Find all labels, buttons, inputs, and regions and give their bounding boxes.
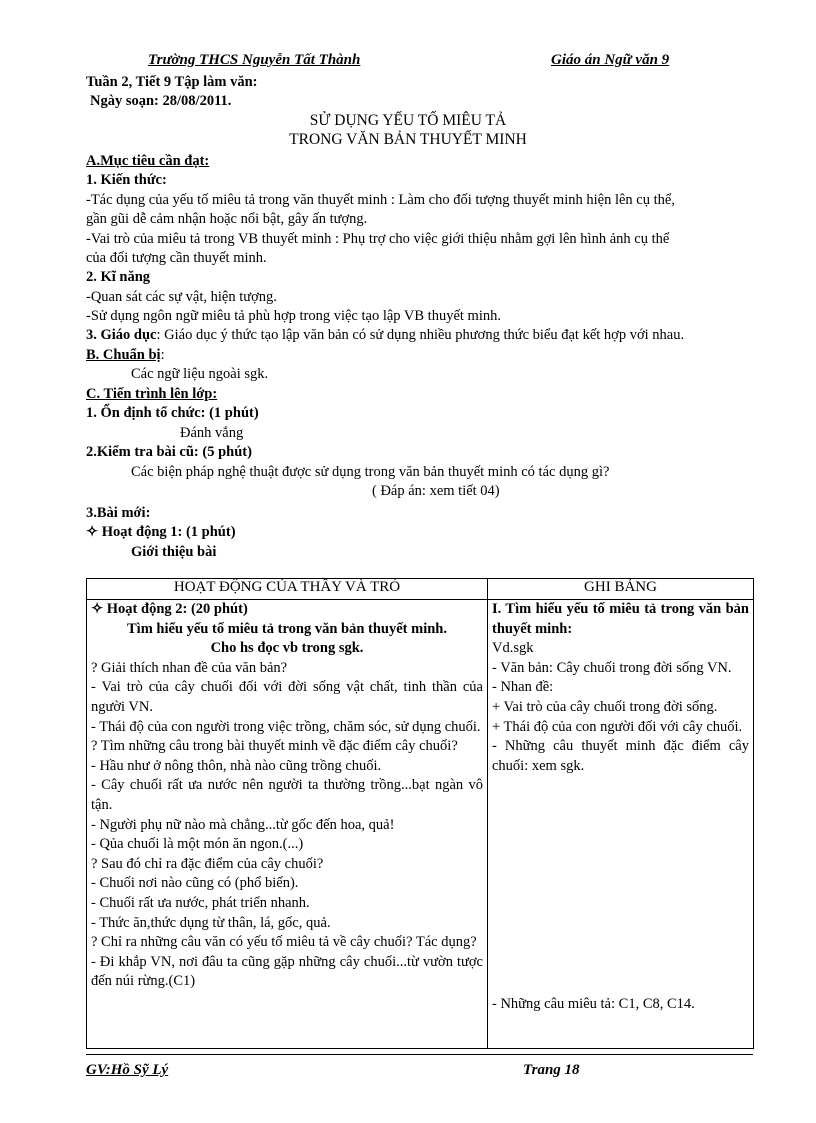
knowledge-line: -Vai trò của miêu tả trong VB thuyết minh : Phụ trợ cho việc giới thiệu nhằm gợi lên hình ảnh cụ thể: [86, 231, 670, 247]
diamond-icon: ✧: [86, 524, 99, 540]
footer-divider: [86, 1054, 753, 1055]
education-line: 3. Giáo dục: Giáo dục ý thức tạo lập văn bản có sử dụng nhiều phương thức biểu đạt kết hợp với nhau.: [86, 327, 685, 343]
step2-heading: 2.Kiểm tra bài cũ: (5 phút): [86, 444, 252, 460]
list-item: ? Sau đó chỉ ra đặc điểm của cây chuối?: [91, 855, 324, 872]
week-line: Tuần 2, Tiết 9 Tập làm văn:: [86, 74, 258, 90]
board-item: + Thái độ của con người đối với cây chuối.: [492, 718, 743, 735]
step1-heading: 1. Ổn định tổ chức: (1 phút): [86, 405, 259, 421]
step3-heading: 3.Bài mới:: [86, 505, 151, 521]
list-item: - Vai trò của cây chuối đối với đời sống vật chất, tinh thần của người VN.: [91, 679, 483, 715]
activity2-subtitle: Tìm hiểu yếu tố miêu tả trong văn bản thuyết minh.: [127, 620, 447, 637]
title-line-1: SỬ DỤNG YẾU TỐ MIÊU TẢ: [309, 112, 507, 129]
board-heading: I. Tìm hiểu yếu tố miêu tả trong văn bản thuyết minh:: [492, 601, 749, 637]
list-item: - Chuối nơi nào cũng có (phổ biến).: [91, 875, 299, 892]
board-item: - Những câu miêu tả: C1, C8, C14.: [492, 996, 695, 1012]
list-item: - Qủa chuối là một món ăn ngon.(...): [91, 836, 304, 853]
knowledge-line: gần gũi dễ cảm nhận hoặc nổi bật, gây ấn tượng.: [86, 211, 368, 227]
activity1-line: Giới thiệu bài: [131, 544, 217, 560]
skills-heading: 2. Kĩ năng: [86, 269, 151, 285]
skills-line: -Sử dụng ngôn ngữ miêu tả phù hợp trong việc tạo lập VB thuyết minh.: [86, 308, 501, 324]
activity-cell: [87, 600, 488, 1049]
knowledge-line: -Tác dụng của yếu tố miêu tả trong văn thuyết minh : Làm cho đối tượng thuyết minh hiện lên cụ thể,: [86, 192, 675, 208]
board-item: - Văn bản: Cây chuối trong đời sống VN.: [492, 659, 732, 676]
teacher-student-column-header: HOẠT ĐỘNG CỦA THẦY VÀ TRÒ: [87, 579, 488, 600]
prep-line: Các ngữ liệu ngoài sgk.: [131, 366, 269, 382]
list-item: - Chuối rất ưa nước, phát triển nhanh.: [91, 894, 310, 911]
board-item: + Vai trò của cây chuối trong đời sống.: [492, 698, 718, 715]
board-column-header: GHI BẢNG: [488, 579, 754, 600]
list-item: ? Tìm những câu trong bài thuyết minh về đặc điểm cây chuối?: [91, 738, 458, 755]
list-item: - Thái độ của con người trong việc trồng, chăm sóc, sử dụng chuối.: [91, 718, 481, 735]
list-item: - Người phụ nữ nào mà chẳng...từ gốc đến hoa, quả!: [91, 816, 395, 833]
diamond-icon: ✧: [91, 601, 104, 617]
board-item: - Những câu thuyết minh đặc điểm cây chuối: xem sgk.: [492, 738, 749, 774]
section-c-heading: C. Tiến trình lên lớp:: [86, 386, 218, 402]
list-item: ? Chỉ ra những câu văn có yếu tố miêu tả về cây chuối? Tác dụng?: [91, 934, 477, 951]
list-item: - Cây chuối rất ưa nước nên người ta thường trồng...bạt ngàn vô tận.: [91, 777, 483, 813]
activity1-heading: ✧ Hoạt động 1: (1 phút): [86, 524, 236, 540]
step2-answer: ( Đáp án: xem tiết 04): [372, 483, 500, 499]
section-b-heading: B. Chuẩn bị:: [86, 347, 165, 363]
skills-line: -Quan sát các sự vật, hiện tượng.: [86, 289, 277, 305]
date-line: Ngày soạn: 28/08/2011.: [90, 93, 232, 109]
knowledge-heading: 1. Kiến thức:: [86, 172, 167, 188]
list-item: - Hầu như ở nông thôn, nhà nào cũng trồng chuối.: [91, 757, 382, 774]
teacher-name: GV:Hồ Sỹ Lý: [86, 1062, 169, 1078]
title-line-2: TRONG VĂN BẢN THUYẾT MINH: [289, 131, 527, 148]
lesson-table: [86, 578, 754, 1049]
page-number: Trang 18: [523, 1062, 580, 1078]
step2-question: Các biện pháp nghệ thuật được sử dụng trong văn bản thuyết minh có tác dụng gì?: [131, 464, 610, 480]
board-item: Vd.sgk: [492, 640, 534, 657]
subject-name: Giáo án Ngữ văn 9: [551, 52, 670, 68]
board-item: - Nhan đề:: [492, 679, 554, 696]
step1-line: Đánh vắng: [180, 425, 244, 441]
activity2-subtitle: Cho hs đọc vb trong sgk.: [210, 640, 364, 657]
activity2-heading: ✧ Hoạt động 2: (20 phút): [91, 601, 248, 617]
board-cell: [488, 600, 754, 1049]
knowledge-line: của đối tượng cần thuyết minh.: [86, 250, 267, 266]
list-item: ? Giải thích nhan đề của văn bản?: [91, 659, 288, 676]
list-item: - Thức ăn,thức dụng từ thân, lá, gốc, quả.: [91, 914, 331, 931]
school-name: Trường THCS Nguyễn Tất Thành: [148, 52, 361, 68]
list-item: - Đi khắp VN, nơi đâu ta cũng gặp những cây chuối...từ vườn tược đến núi rừng.(C1): [91, 953, 483, 990]
section-a-heading: A.Mục tiêu cần đạt:: [86, 153, 210, 169]
